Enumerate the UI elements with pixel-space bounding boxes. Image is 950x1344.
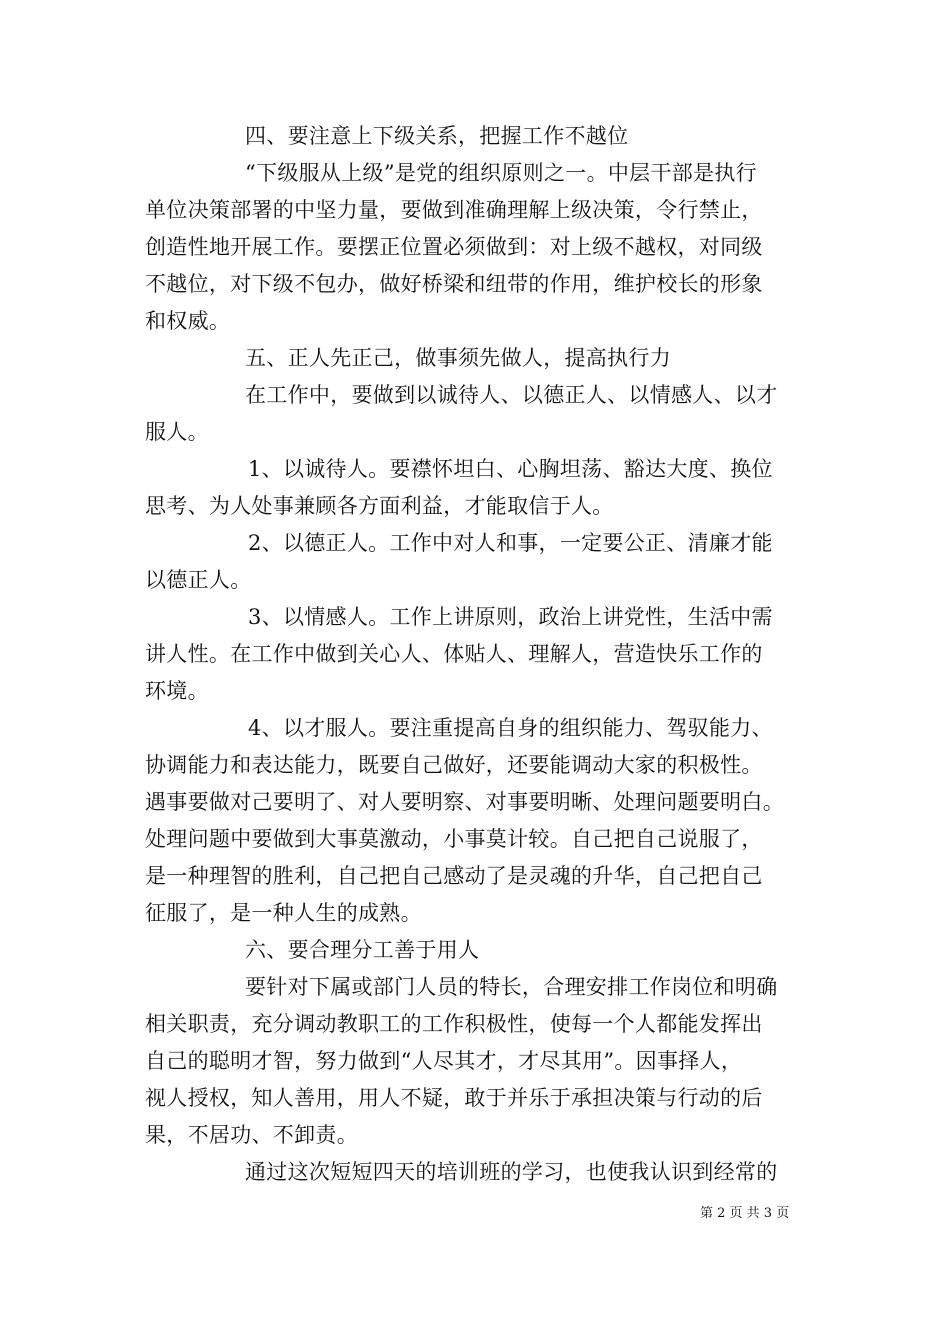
paragraph-line: 思考、为人处事兼顾各方面利益，才能取信于人。	[145, 494, 614, 518]
paragraph-line: 果，不居功、不卸责。	[145, 1123, 358, 1147]
paragraph-line: “下级服从上级”是党的组织原则之一。中层干部是执行	[245, 161, 757, 185]
paragraph-line: 单位决策部署的中坚力量，要做到准确理解上级决策，令行禁止，	[145, 198, 763, 222]
list-item-4: 4、以才服人。要注重提高自身的组织能力、驾驭能力、	[248, 716, 773, 740]
heading-section-5: 五、正人先正己，做事须先做人，提高执行力	[245, 346, 671, 370]
paragraph-line: 要针对下属或部门人员的特长，合理安排工作岗位和明确	[245, 975, 778, 999]
paragraph-line: 在工作中，要做到以诚待人、以德正人、以情感人、以才	[245, 383, 778, 407]
paragraph-line: 遇事要做对己要明了、对人要明察、对事要明晰、处理问题要明白。	[145, 790, 784, 814]
paragraph-line: 讲人性。在工作中做到关心人、体贴人、理解人，营造快乐工作的	[145, 642, 763, 666]
list-item-2: 2、以德正人。工作中对人和事，一定要公正、清廉才能	[248, 531, 773, 555]
paragraph-line: 征服了，是一种人生的成熟。	[145, 901, 422, 925]
list-item-3: 3、以情感人。工作上讲原则，政治上讲党性，生活中需	[248, 605, 773, 629]
page-number: 第 2 页 共 3 页	[700, 1206, 790, 1221]
heading-section-6: 六、要合理分工善于用人	[245, 938, 480, 962]
paragraph-line: 服人。	[145, 420, 209, 444]
paragraph-line: 环境。	[145, 679, 209, 703]
paragraph-line: 不越位，对下级不包办，做好桥梁和纽带的作用，维护校长的形象	[145, 272, 763, 296]
paragraph-line: 是一种理智的胜利，自己把自己感动了是灵魂的升华，自己把自己	[145, 864, 763, 888]
paragraph-line: 通过这次短短四天的培训班的学习，也使我认识到经常的	[245, 1160, 778, 1184]
paragraph-line: 自己的聪明才智，努力做到“人尽其才，才尽其用”。因事择人，	[145, 1049, 743, 1073]
paragraph-line: 处理问题中要做到大事莫激动，小事莫计较。自己把自己说服了，	[145, 827, 763, 851]
paragraph-line: 和权威。	[145, 309, 231, 333]
paragraph-line: 协调能力和表达能力，既要自己做好，还要能调动大家的积极性。	[145, 753, 763, 777]
list-item-1: 1、以诚待人。要襟怀坦白、心胸坦荡、豁达大度、换位	[248, 457, 773, 481]
paragraph-line: 以德正人。	[145, 568, 252, 592]
paragraph-line: 相关职责，充分调动教职工的工作积极性，使每一个人都能发挥出	[145, 1012, 763, 1036]
paragraph-line: 创造性地开展工作。要摆正位置必须做到：对上级不越权，对同级	[145, 235, 763, 259]
heading-section-4: 四、要注意上下级关系，把握工作不越位	[245, 124, 629, 148]
paragraph-line: 视人授权，知人善用，用人不疑，敢于并乐于承担决策与行动的后	[145, 1086, 763, 1110]
